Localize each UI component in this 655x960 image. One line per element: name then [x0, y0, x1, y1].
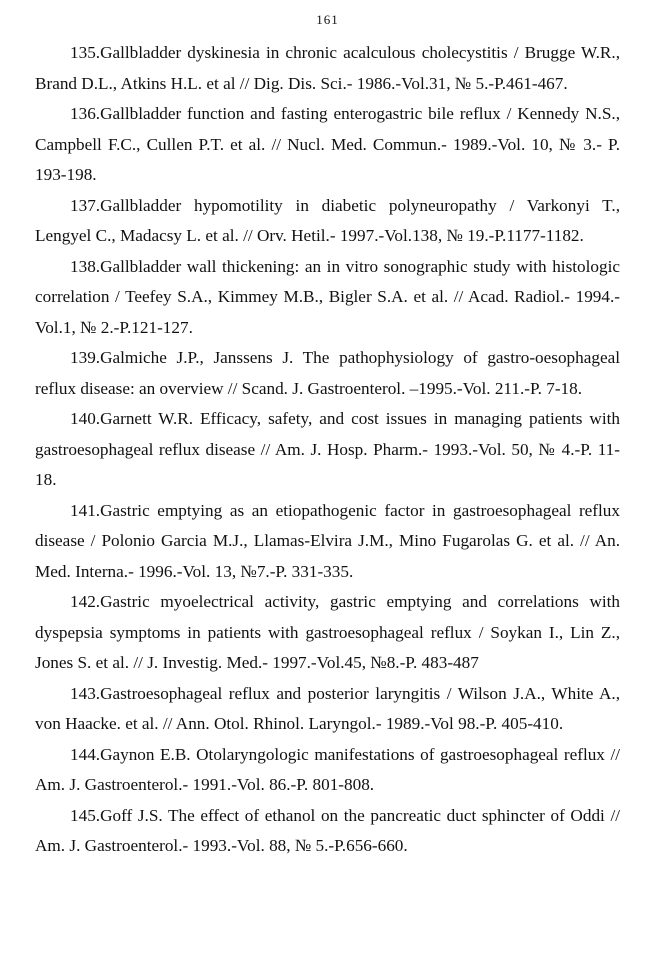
reference-item: 144.Gaynon E.B. Otolaryngologic manifestations of gastroesophageal reflux // Am. J. Gastroenterol.- 1991.-Vol. 86.-P. 801-808. [35, 744, 620, 794]
reference-item: 137.Gallbladder hypomotility in diabetic polyneuropathy / Varkonyi T., Lengyel C., Madacsy L. et al. // Orv. Hetil.- 1997.-Vol.138, № 19.-P.1177-1182. [35, 195, 620, 245]
reference-list [35, 38, 620, 862]
reference-item: 136.Gallbladder function and fasting enterogastric bile reflux / Kennedy N.S., Campbell F.C., Cullen P.T. et al. // Nucl. Med. Commun.- 1989.-Vol. 10, № 3.- P. 193-198. [35, 104, 620, 184]
reference-item: 141.Gastric emptying as an etiopathogenic factor in gastroesophageal reflux disease / Polonio Garcia M.J., Llamas-Elvira J.M., Mino Fugarolas G. et al. // An. Med. Interna.- 1996.-Vol. 13, №7.-P. 331-335. [35, 500, 620, 581]
reference-item: 139.Galmiche J.P., Janssens J. The pathophysiology of gastro-oesophageal reflux disease: an overview // Scand. J. Gastroenterol. –1995.-Vol. 211.-P. 7-18. [35, 348, 620, 398]
reference-item: 140.Garnett W.R. Efficacy, safety, and cost issues in managing patients with gastroesophageal reflux disease // Am. J. Hosp. Pharm.- 1993.-Vol. 50, № 4.-P. 11-18. [35, 409, 620, 489]
reference-item: 142.Gastric myoelectrical activity, gastric emptying and correlations with dyspepsia symptoms in patients with gastroesophageal reflux / Soykan I., Lin Z., Jones S. et al. // J. Investig. Med.- 1997.-Vol.45, №8.-P. 483-487 [35, 592, 620, 672]
page-number: 161 [316, 12, 339, 27]
reference-item: 138.Gallbladder wall thickening: an in vitro sonographic study with histologic correlation / Teefey S.A., Kimmey M.B., Bigler S.A. et al. // Acad. Radiol.- 1994.-Vol.1, № 2.-P.121-127. [35, 256, 620, 337]
reference-item: 135.Gallbladder dyskinesia in chronic acalculous cholecystitis / Brugge W.R., Brand D.L., Atkins H.L. et al // Dig. Dis. Sci.- 1986.-Vol.31, № 5.-P.461-467. [35, 43, 620, 93]
reference-item: 145.Goff J.S. The effect of ethanol on the pancreatic duct sphincter of Oddi // Am. J. Gastroenterol.- 1993.-Vol. 88, № 5.-P.656-660. [35, 805, 620, 855]
reference-item: 143.Gastroesophageal reflux and posterior laryngitis / Wilson J.A., White A., von Haacke. et al. // Ann. Otol. Rhinol. Laryngol.- 1989.-Vol 98.-P. 405-410. [35, 683, 620, 733]
